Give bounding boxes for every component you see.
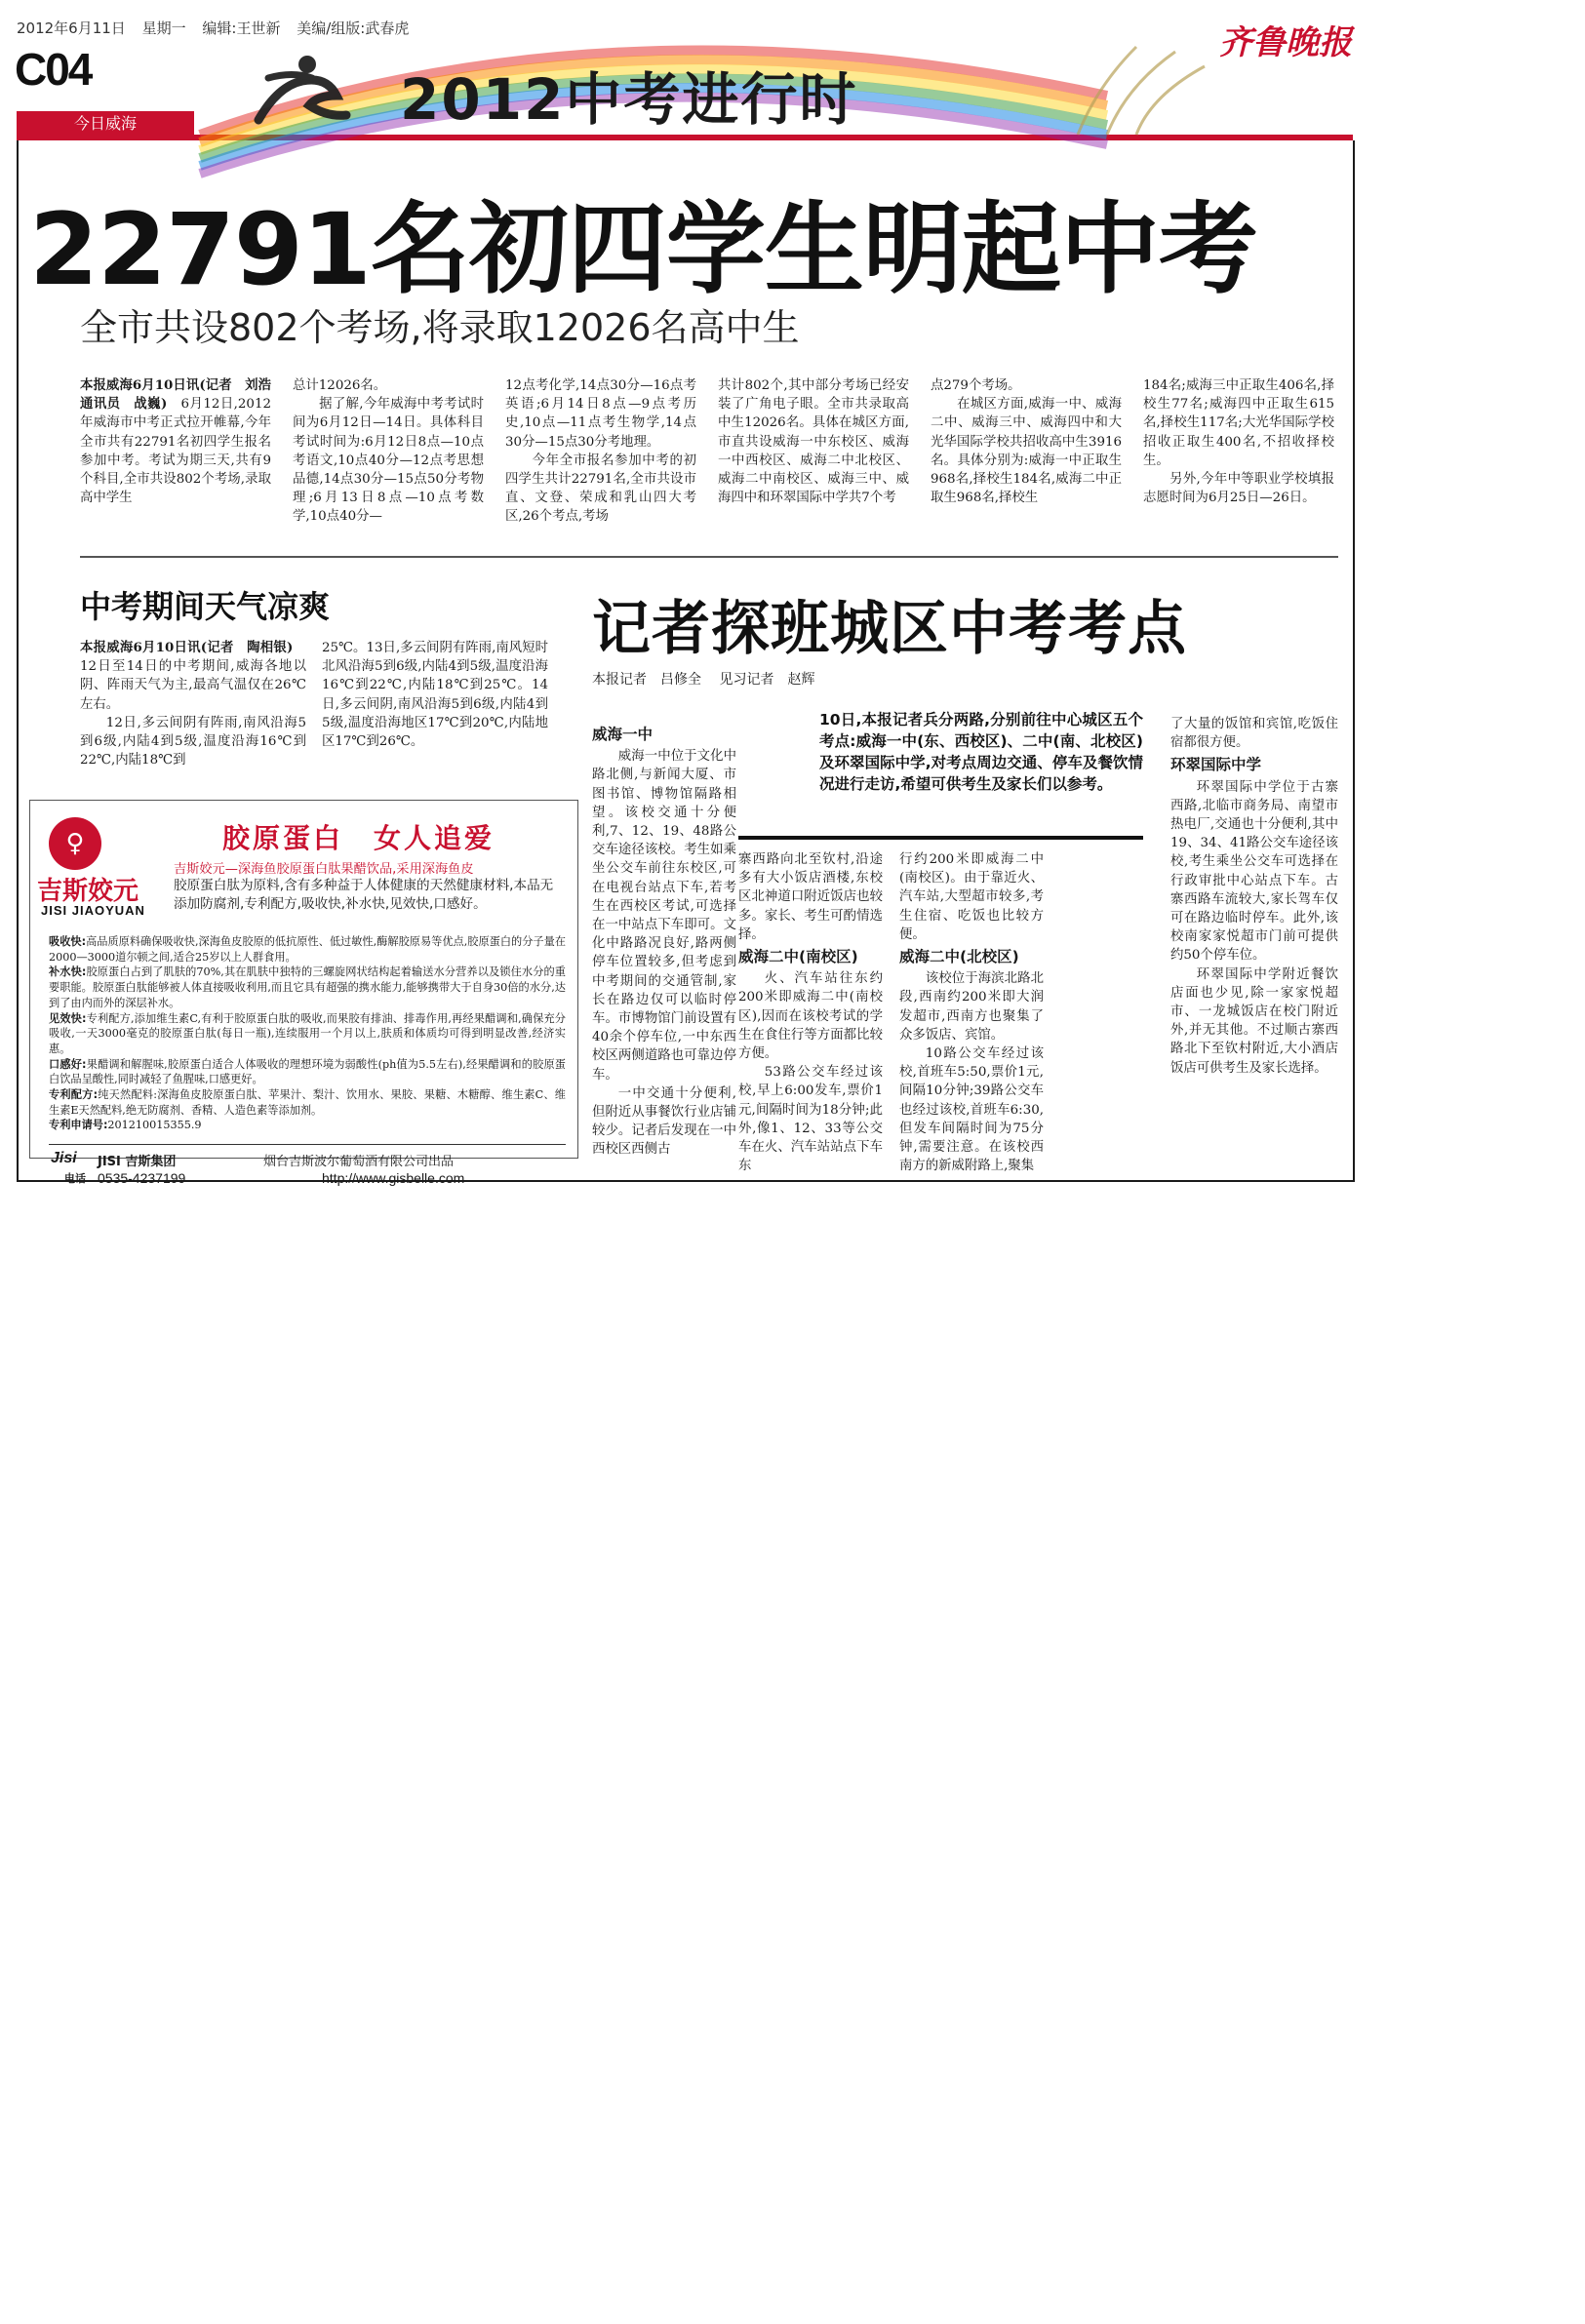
ad-brand-name: 吉斯姣元 — [37, 877, 139, 906]
exam-column-4: 了大量的饭馆和宾馆,吃饭住宿都很方便。 环翠国际中学 环翠国际中学位于古寨西路,北临市商务局、南望市热电厂,交通也十分便利,其中19、34、41路公交车途径该校,考生乘坐公交车可选择在行政审批中心站点下车。古寨西路车流较大,家长驾车仅可在路边临时停车。此外,该校南家家悦超市门前可提供约50个停车位。 环翠国际中学附近餐饮店面也少见,除一家家悦超市、一龙城饭店在校门附近外,并无其他。不过顺古寨西路北下至钦村附近,大小酒店饭店可供考生及家长选择。 — [1170, 717, 1338, 1076]
ad-footer-rule — [49, 1144, 566, 1145]
ad-body-text: 吸收快:高品质原料确保吸收快,深海鱼皮胶原的低抗原性、低过敏性,酶解胶原易等优点,胶原蛋白的分子量在2000—3000道尔顿之间,适合25岁以上人群食用。 补水快:胶原蛋白占到了肌肤的70%,其在肌肤中独特的三螺旋网状结构起着输送水分营养以及锁住水分的重要职能。胶原蛋白肽能够被人体直接吸收利用,而且它具有超强的携水能力,能够携带大于自身30倍的水分,达到了由内而外的深层补水。 见效快:专利配方,添加维生素C,有利于胶原蛋白肽的吸收,而果胶有排油、排毒作用,再经果醋调和,确保充分吸收,一天3000毫克的胶原蛋白肽(每日一瓶),连续服用一个月以上,肤质和体质均可得到明显改善,经济实惠。 口感好:果醋调和解腥味,胶原蛋白适合人体吸收的理想环境为弱酸性(ph值为5.5左右),经果醋调和的胶原蛋白饮品呈酸性,同时减轻了鱼腥味,口感更好。 专利配方:纯天然配料:深海鱼皮胶原蛋白肽、苹果汁、梨汁、饮用水、果胶、果糖、木糖醇、维生素C、维生素E天然配料,绝无防腐剂、香精、人造色素等添加剂。 专利申请号:201210015355.9 — [49, 935, 567, 1132]
exam-lead: 10日,本报记者兵分两路,分别前往中心城区五个考点:威海一中(东、西校区)、二中(南、北校区)及环翠国际中学,对考点周边交通、停车及餐饮情况进行走访,希望可供考生及家长们以参考。 — [819, 711, 1143, 793]
lead-column-6: 184名;威海三中正取生406名,择校生77名;威海四中正取生615名,择校生117名;大光华国际学校招收正取生400名,不招收择校生。 另外,今年中等职业学校填报志愿时间为6月25日—26日。 — [1143, 378, 1334, 506]
lead-column-4: 共计802个,其中部分考场已经安装了广角电子眼。全市共录取高中生12026名。具体在城区方面,市直共设威海一中东校区、威海一中西校区、威海二中北校区、威海二中南校区、威海三中、威海四中和环翠国际中学共7个考 — [718, 378, 909, 506]
exam-column-2: 寨西路向北至钦村,沿途多有大小饭店酒楼,东校区北神道口附近饭店也较多。家长、考生可酌情选择。 威海二中(南校区) 火、汽车站往东约200米即威海二中(南校区),因而在该校考试的学生在食住行等方面都比较方便。 53路公交车经过该校,早上6:00发车,票价1元,间隔时间为18分钟;此外,像1、12、33等公交车在火、汽车站站点下车东 — [738, 852, 883, 1174]
byline-trainee: 见习记者 赵辉 — [719, 672, 815, 688]
phone-icon: 电话 — [64, 1173, 86, 1185]
lead-subheadline: 全市共设802个考场,将录取12026名高中生 — [80, 306, 800, 349]
issue-date: 2012年6月11日 — [17, 20, 126, 37]
designer-credit: 美编/组版:武春虎 — [297, 20, 410, 37]
weather-headline: 中考期间天气凉爽 — [80, 588, 331, 625]
page-number: C04 — [15, 44, 92, 95]
issue-weekday: 星期一 — [141, 20, 186, 37]
lead-column-5: 点279个考场。 在城区方面,威海一中、威海二中、威海三中、威海四中和大光华国际学校共招收高中生3916名。具体分别为:威海一中正取生968名,择校生184名,威海二中正取生968名,择校生 — [931, 378, 1122, 506]
ad-phone: 0535-4237199 — [98, 1170, 186, 1186]
exam-lead-rule — [738, 836, 1143, 840]
ad-intro: 胶原蛋白肽为原料,含有多种益于人体健康的天然健康材料,本品无添加防腐剂,专利配方,吸收快,补水快,见效快,口感好。 — [174, 878, 554, 912]
banner-title: 2012中考进行时 — [400, 66, 858, 133]
exam-byline — [592, 669, 828, 689]
masthead-logo: 齐鲁晚报 — [1219, 23, 1352, 62]
lead-headline: 22791名初四学生明起中考 — [29, 192, 1257, 308]
ad-product-line: 吉斯姣元—深海鱼胶原蛋白肽果醋饮品,采用深海鱼皮 — [174, 862, 474, 877]
ad-website: http://www.gisbelle.com — [322, 1170, 465, 1186]
exam-headline: 记者探班城区中考考点 — [592, 595, 1187, 663]
ad-brand-english: JISI JIAOYUAN — [41, 903, 145, 918]
brand-logo-icon: ♀ — [49, 817, 101, 870]
byline-reporter: 本报记者 吕修全 — [592, 672, 701, 688]
weather-column-1: 本报威海6月10日讯(记者 陶相银) 12日至14日的中考期间,威海各地以阴、阵雨天气为主,最高气温仅在26℃左右。 12日,多云间阴有阵雨,南风沿海5到6级,内陆4到5级,温度沿海16℃到22℃,内陆18℃到 — [80, 640, 307, 768]
jisi-logo-icon: Jisi — [51, 1150, 77, 1166]
ad-group-name: JISI 吉斯集团 — [98, 1155, 177, 1169]
exam-column-1: 威海一中 威海一中位于文化中路北侧,与新闻大厦、市图书馆、博物馆隔路相望。该校交通十分便利,7、12、19、48路公交车途径该校。考生如乘坐公交车前往东校区,可在电视台站点下车,若考生在西校区考试,可选择在一中站点下车即可。文化中路路况良好,路两侧停车位置较多,但考虑到中考期间的交通管制,家长在路边仅可以临时停车。市博物馆门前设置有40余个停车位,一中东西校区两侧道路也可靠边停车。 一中交通十分便利,但附近从事餐饮行业店铺较少。记者后发现在一中西校区西侧古 — [592, 726, 736, 1158]
lead-column-1: 本报威海6月10日讯(记者 刘浩 通讯员 战巍) 6月12日,2012年威海市中考正式拉开帷幕,今年全市共有22791名初四学生报名参加中考。考试为期三天,共有9个科目,全市共设802个考场,录取高中学生 — [80, 377, 285, 506]
ad-company: 烟台吉斯波尔葡萄酒有限公司出品 — [263, 1155, 455, 1169]
editor-credit: 编辑:王世新 — [202, 20, 281, 37]
lead-column-3: 12点考化学,14点30分—16点考英语;6月14日8点—9点考历史,10点—11点考生物学,14点30分—15点30分考地理。 今年全市报名参加中考的初四学生共计22791名,全市共设市直、文登、荣成和乳山四大考区,26个考点,考场 — [505, 378, 696, 525]
ad-slogan: 胶原蛋白 女人追爱 — [222, 822, 495, 854]
section-tab: 今日威海 — [17, 111, 194, 137]
exam-column-3: 行约200米即威海二中(南校区)。由于靠近火、汽车站,大型超市较多,考生住宿、吃饭也比较方便。 威海二中(北校区) 该校位于海滨北路北段,西南约200米即大润发超市,西南方也聚集了众多饭店、宾馆。 10路公交车经过该校,首班车5:50,票价1元,间隔10分钟;39路公交车也经过该校,首班车6:30,但发车间隔时间为75分钟,需要注意。在该校西南方的新威附路上,聚集 — [899, 852, 1044, 1174]
section-divider — [80, 556, 1338, 558]
lead-column-2: 总计12026名。 据了解,今年威海中考考试时间为6月12日—14日。具体科目考试时间为:6月12日8点—10点考语文,10点40分—12点考思想品德,14点30分—15点50分考物理;6月13日8点—10点考数学,10点40分— — [293, 378, 484, 525]
weather-column-2: 25℃。13日,多云间阴有阵雨,南风短时北风沿海5到6级,内陆4到5级,温度沿海16℃到22℃,内陆18℃到25℃。14日,多云间阴,南风沿海5到6级,内陆4到5级,温度沿海地区17℃到20℃,内陆地区17℃到26℃。 — [322, 641, 548, 750]
